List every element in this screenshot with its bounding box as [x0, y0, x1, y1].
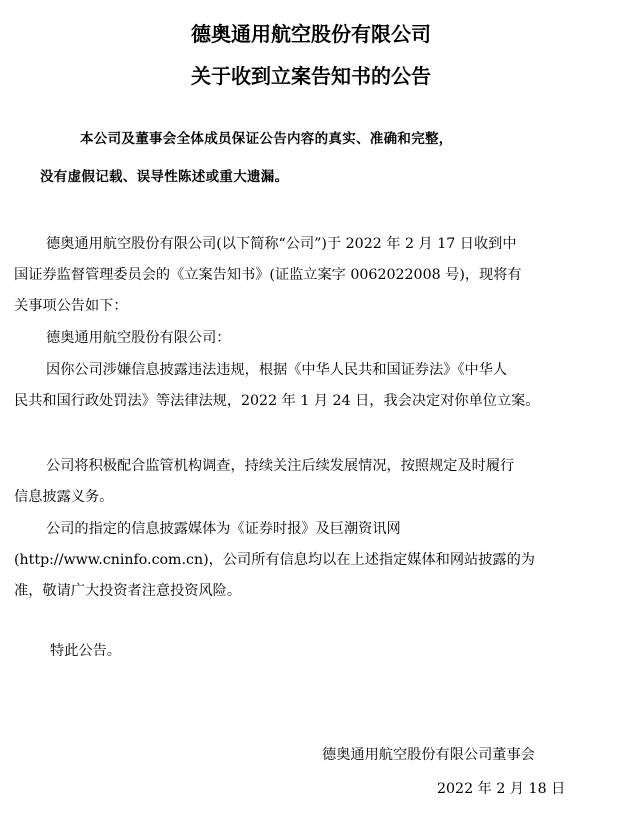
closing-line: 特此公告。 [50, 643, 121, 659]
p4-line-1: 公司将积极配合监管机构调查，持续关注后续发展情况，按照规定及时履行 [46, 458, 515, 474]
signature-date: 2022 年 2 月 18 日 [437, 781, 566, 797]
announcement-title: 关于收到立案告知书的公告 [191, 64, 431, 88]
p4-line-2: 信息披露义务。 [14, 489, 114, 505]
p3-line-1: 因你公司涉嫌信息披露违法违规，根据《中华人民共和国证券法》《中华人 [46, 362, 508, 378]
p1-line-1: 德奥通用航空股份有限公司(以下简称“公司”)于 2022 年 2 月 17 日收到中 [46, 236, 517, 252]
p5-line-2: (http://www.cninfo.com.cn)，公司所有信息均以在上述指定媒体和网站披露的为 [14, 552, 535, 568]
statement-line-2: 没有虚假记载、误导性陈述或重大遗漏。 [40, 169, 289, 185]
p5-line-3: 准，敬请广大投资者注意投资风险。 [14, 583, 242, 599]
signature-org: 德奥通用航空股份有限公司董事会 [322, 747, 535, 763]
p2-line: 德奥通用航空股份有限公司： [46, 330, 231, 346]
p5-line-1: 公司的指定的信息披露媒体为《证券时报》及巨潮资讯网 [46, 521, 401, 537]
company-title: 德奥通用航空股份有限公司 [191, 22, 431, 46]
statement-line-1: 本公司及董事会全体成员保证公告内容的真实、准确和完整， [80, 131, 453, 147]
p3-line-2: 民共和国行政处罚法》等法律法规，2022 年 1 月 24 日，我会决定对你单位立案。 [14, 393, 540, 409]
p1-line-3: 关事项公告如下： [14, 298, 128, 314]
p1-line-2: 国证券监督管理委员会的《立案告知书》(证监立案字 0062022008 号)，现将有 [14, 267, 522, 283]
